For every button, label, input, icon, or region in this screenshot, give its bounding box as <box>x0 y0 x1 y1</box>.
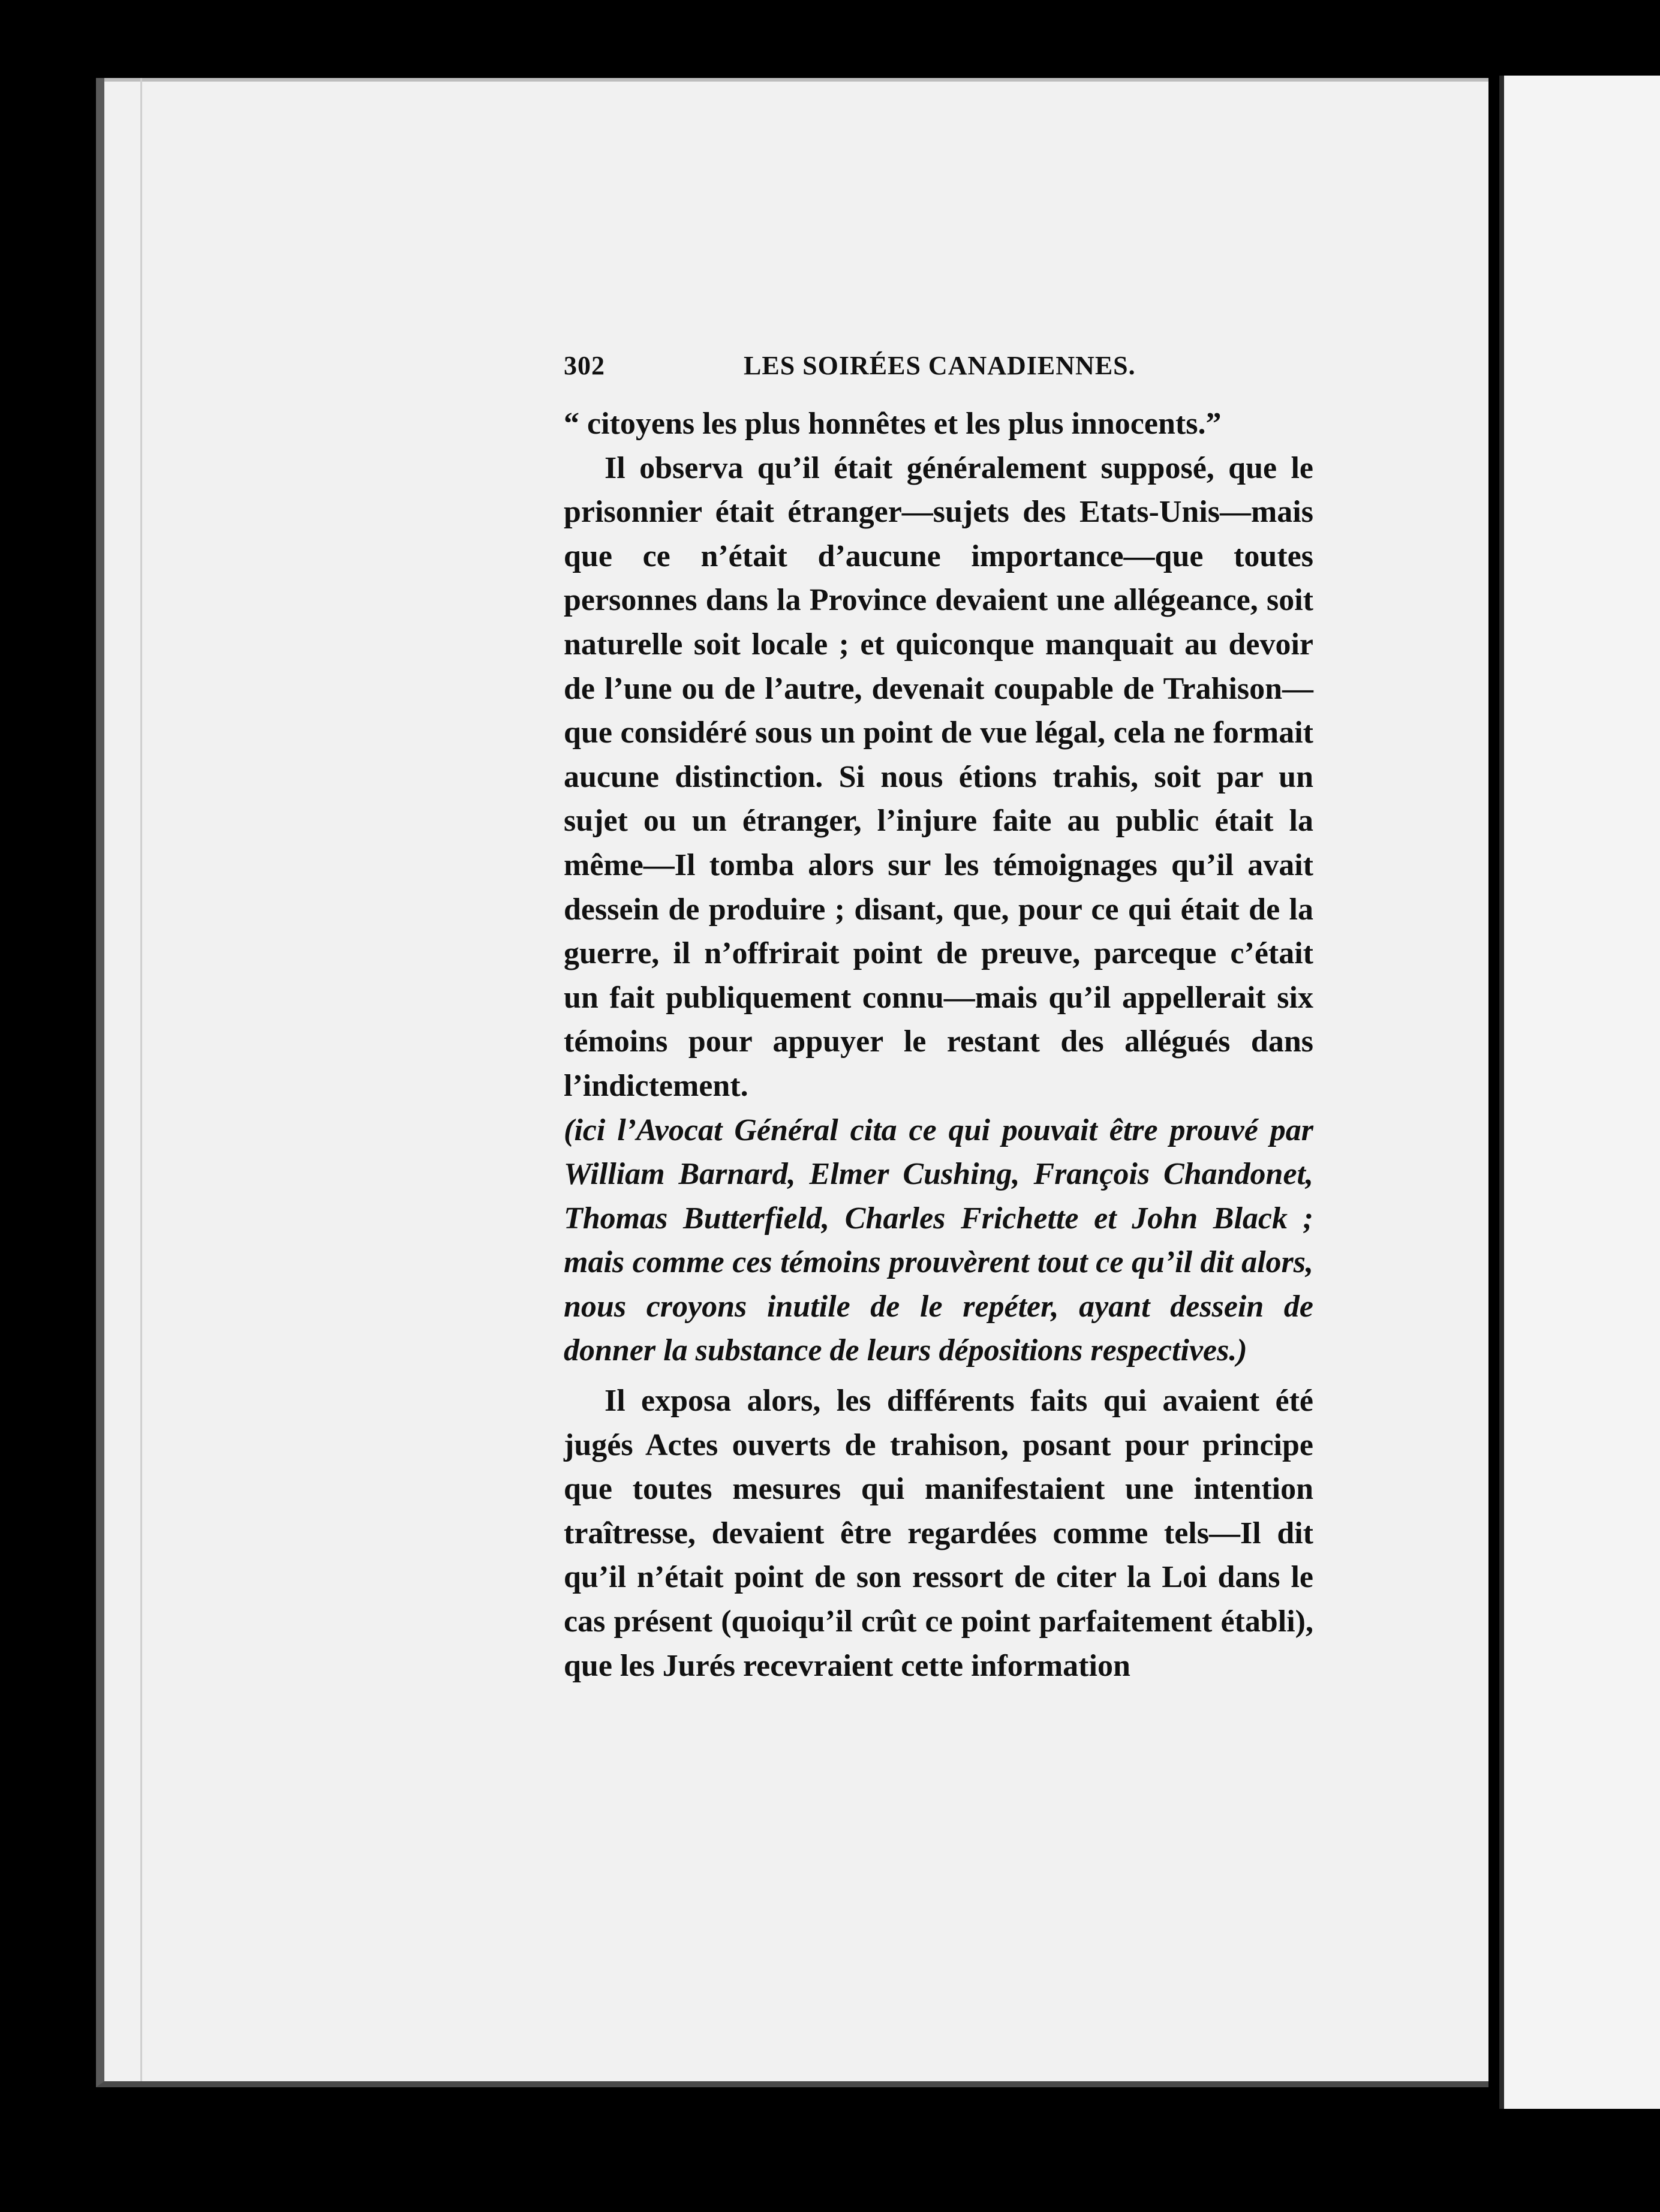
paragraph-2: Il observa qu’il était généralement supposé, que le prisonnier était étranger—sujets des Etats-Unis—mais que ce n’était d’aucune importance—que toutes personnes dans la Province devaient une allégeance, soit naturelle soit locale ; et quiconque manquait au devoir de l’une ou de l’autre, devenait coupable de Trahison—que considéré sous un point de vue légal, cela ne formait aucune distinction. Si nous étions trahis, soit par un sujet ou un étranger, l’injure faite au public était la même—Il tomba alors sur les témoignages qu’il avait dessein de produire ; disant, que, pour ce qui était de la guerre, il n’offrirait point de preuve, parceque c’était un fait publiquement connu—mais qu’il appellerait six témoins pour appuyer le restant des allégués dans l’indictement. <box>564 450 1313 1103</box>
next-page-edge <box>1499 76 1660 2109</box>
paragraph-3-italic-note: (ici l’Avocat Général cita ce qui pouvait être prouvé par William Barnard, Elmer Cushing, François Chandonet, Thomas Butterfield, Charles Frichette et John Black ; mais comme ces témoins prouvèrent tout ce qu’il dit alors, nous croyons inutile de le repéter, ayant dessein de donner la substance de leurs dépositions respectives.) <box>564 1113 1313 1368</box>
page-top-edge <box>104 78 1488 82</box>
running-title: LES SOIRÉES CANADIENNES. <box>744 351 1136 380</box>
body-text <box>462 402 1313 1688</box>
running-head <box>462 336 1313 402</box>
paragraph-1: “ citoyens les plus honnêtes et les plus innocents.” <box>564 407 1222 441</box>
page-number: 302 <box>564 351 605 380</box>
page-gutter-line <box>140 78 142 2081</box>
page-text <box>462 336 1313 1688</box>
paragraph-4: Il exposa alors, les différents faits qui avaient été jugés Actes ouverts de trahison, posant pour principe que toutes mesures qui manifestaient une intention traîtresse, devaient être regardées comme tels—Il dit qu’il n’était point de son ressort de citer la Loi dans le cas présent (quoiqu’il crût ce point parfaitement établi), que les Jurés recevraient cette information <box>564 1384 1313 1683</box>
